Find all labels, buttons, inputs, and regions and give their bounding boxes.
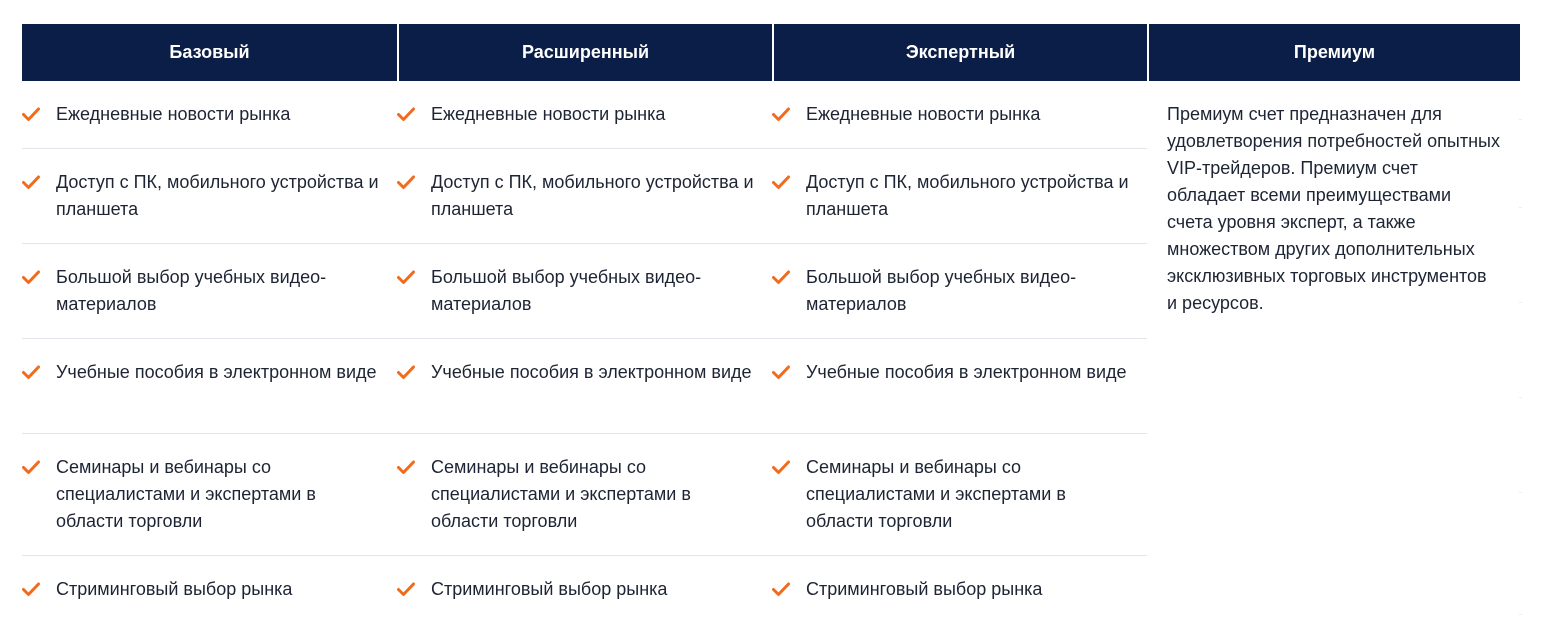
check-icon <box>772 576 806 597</box>
feature-label: Стриминговый выбор рынка <box>806 579 1043 599</box>
feature-row <box>772 434 1147 556</box>
feature-row <box>397 244 772 339</box>
plan-column-basic <box>22 81 397 626</box>
row-divider-mark <box>1519 614 1522 615</box>
feature-row <box>397 556 772 626</box>
feature-label: Семинары и вебинары со специалистами и экспертами в области торговли <box>431 457 691 531</box>
check-icon <box>397 454 431 475</box>
feature-row <box>22 149 397 244</box>
row-divider-mark <box>1519 119 1522 120</box>
feature-row <box>22 434 397 556</box>
feature-label: Семинары и вебинары со специалистами и экспертами в области торговли <box>56 457 316 531</box>
feature-label: Семинары и вебинары со специалистами и экспертами в области торговли <box>806 457 1066 531</box>
plan-header-row <box>22 24 1520 81</box>
check-icon <box>397 101 431 122</box>
plan-column-extended <box>397 81 772 626</box>
feature-row <box>397 81 772 149</box>
feature-row <box>772 81 1147 149</box>
feature-label: Ежедневные новости рынка <box>56 104 291 124</box>
pricing-table <box>22 24 1520 626</box>
feature-label: Большой выбор учебных видео-материалов <box>56 267 327 314</box>
check-icon <box>772 454 806 475</box>
plan-header-extended: Расширенный <box>397 24 772 81</box>
feature-label: Ежедневные новости рынка <box>431 104 666 124</box>
feature-row <box>397 339 772 434</box>
feature-label: Учебные пособия в электронном виде <box>56 362 377 382</box>
feature-row <box>22 339 397 434</box>
feature-label: Учебные пособия в электронном виде <box>806 362 1127 382</box>
check-icon <box>772 264 806 285</box>
check-icon <box>772 359 806 380</box>
plan-column-premium <box>1147 81 1520 626</box>
row-divider-mark <box>1519 397 1522 398</box>
feature-label: Большой выбор учебных видео-материалов <box>431 267 702 314</box>
check-icon <box>397 576 431 597</box>
check-icon <box>397 264 431 285</box>
feature-row <box>22 81 397 149</box>
feature-label: Доступ с ПК, мобильного устройства и планшета <box>431 172 754 219</box>
feature-row <box>397 434 772 556</box>
feature-label: Ежедневные новости рынка <box>806 104 1041 124</box>
check-icon <box>772 169 806 190</box>
check-icon <box>22 576 56 597</box>
check-icon <box>22 169 56 190</box>
row-divider-mark <box>1519 492 1522 493</box>
feature-label: Доступ с ПК, мобильного устройства и планшета <box>806 172 1129 219</box>
feature-label: Доступ с ПК, мобильного устройства и планшета <box>56 172 379 219</box>
feature-row <box>22 556 397 626</box>
feature-row <box>772 556 1147 626</box>
feature-label: Стриминговый выбор рынка <box>431 579 668 599</box>
check-icon <box>22 101 56 122</box>
feature-row <box>772 339 1147 434</box>
check-icon <box>22 359 56 380</box>
plan-header-premium: Премиум <box>1147 24 1520 81</box>
plan-column-expert <box>772 81 1147 626</box>
feature-row <box>772 244 1147 339</box>
check-icon <box>397 359 431 380</box>
feature-row <box>397 149 772 244</box>
check-icon <box>22 454 56 475</box>
feature-row <box>772 149 1147 244</box>
check-icon <box>22 264 56 285</box>
premium-description: Премиум счет предназначен для удовлетворения потребностей опытных VIP-трейдеров. Премиум счет обладает всеми преимуществами счета уровня эксперт, а также множеством других дополнительных эксклюзивных торговых инструментов и ресурсов. <box>1167 104 1500 313</box>
row-divider-mark <box>1519 302 1522 303</box>
check-icon <box>772 101 806 122</box>
feature-label: Стриминговый выбор рынка <box>56 579 293 599</box>
plan-header-expert: Экспертный <box>772 24 1147 81</box>
row-divider-mark <box>1519 207 1522 208</box>
plan-header-basic: Базовый <box>22 24 397 81</box>
plan-body <box>22 81 1520 626</box>
feature-label: Учебные пособия в электронном виде <box>431 362 752 382</box>
check-icon <box>397 169 431 190</box>
feature-label: Большой выбор учебных видео-материалов <box>806 267 1077 314</box>
feature-row <box>22 244 397 339</box>
